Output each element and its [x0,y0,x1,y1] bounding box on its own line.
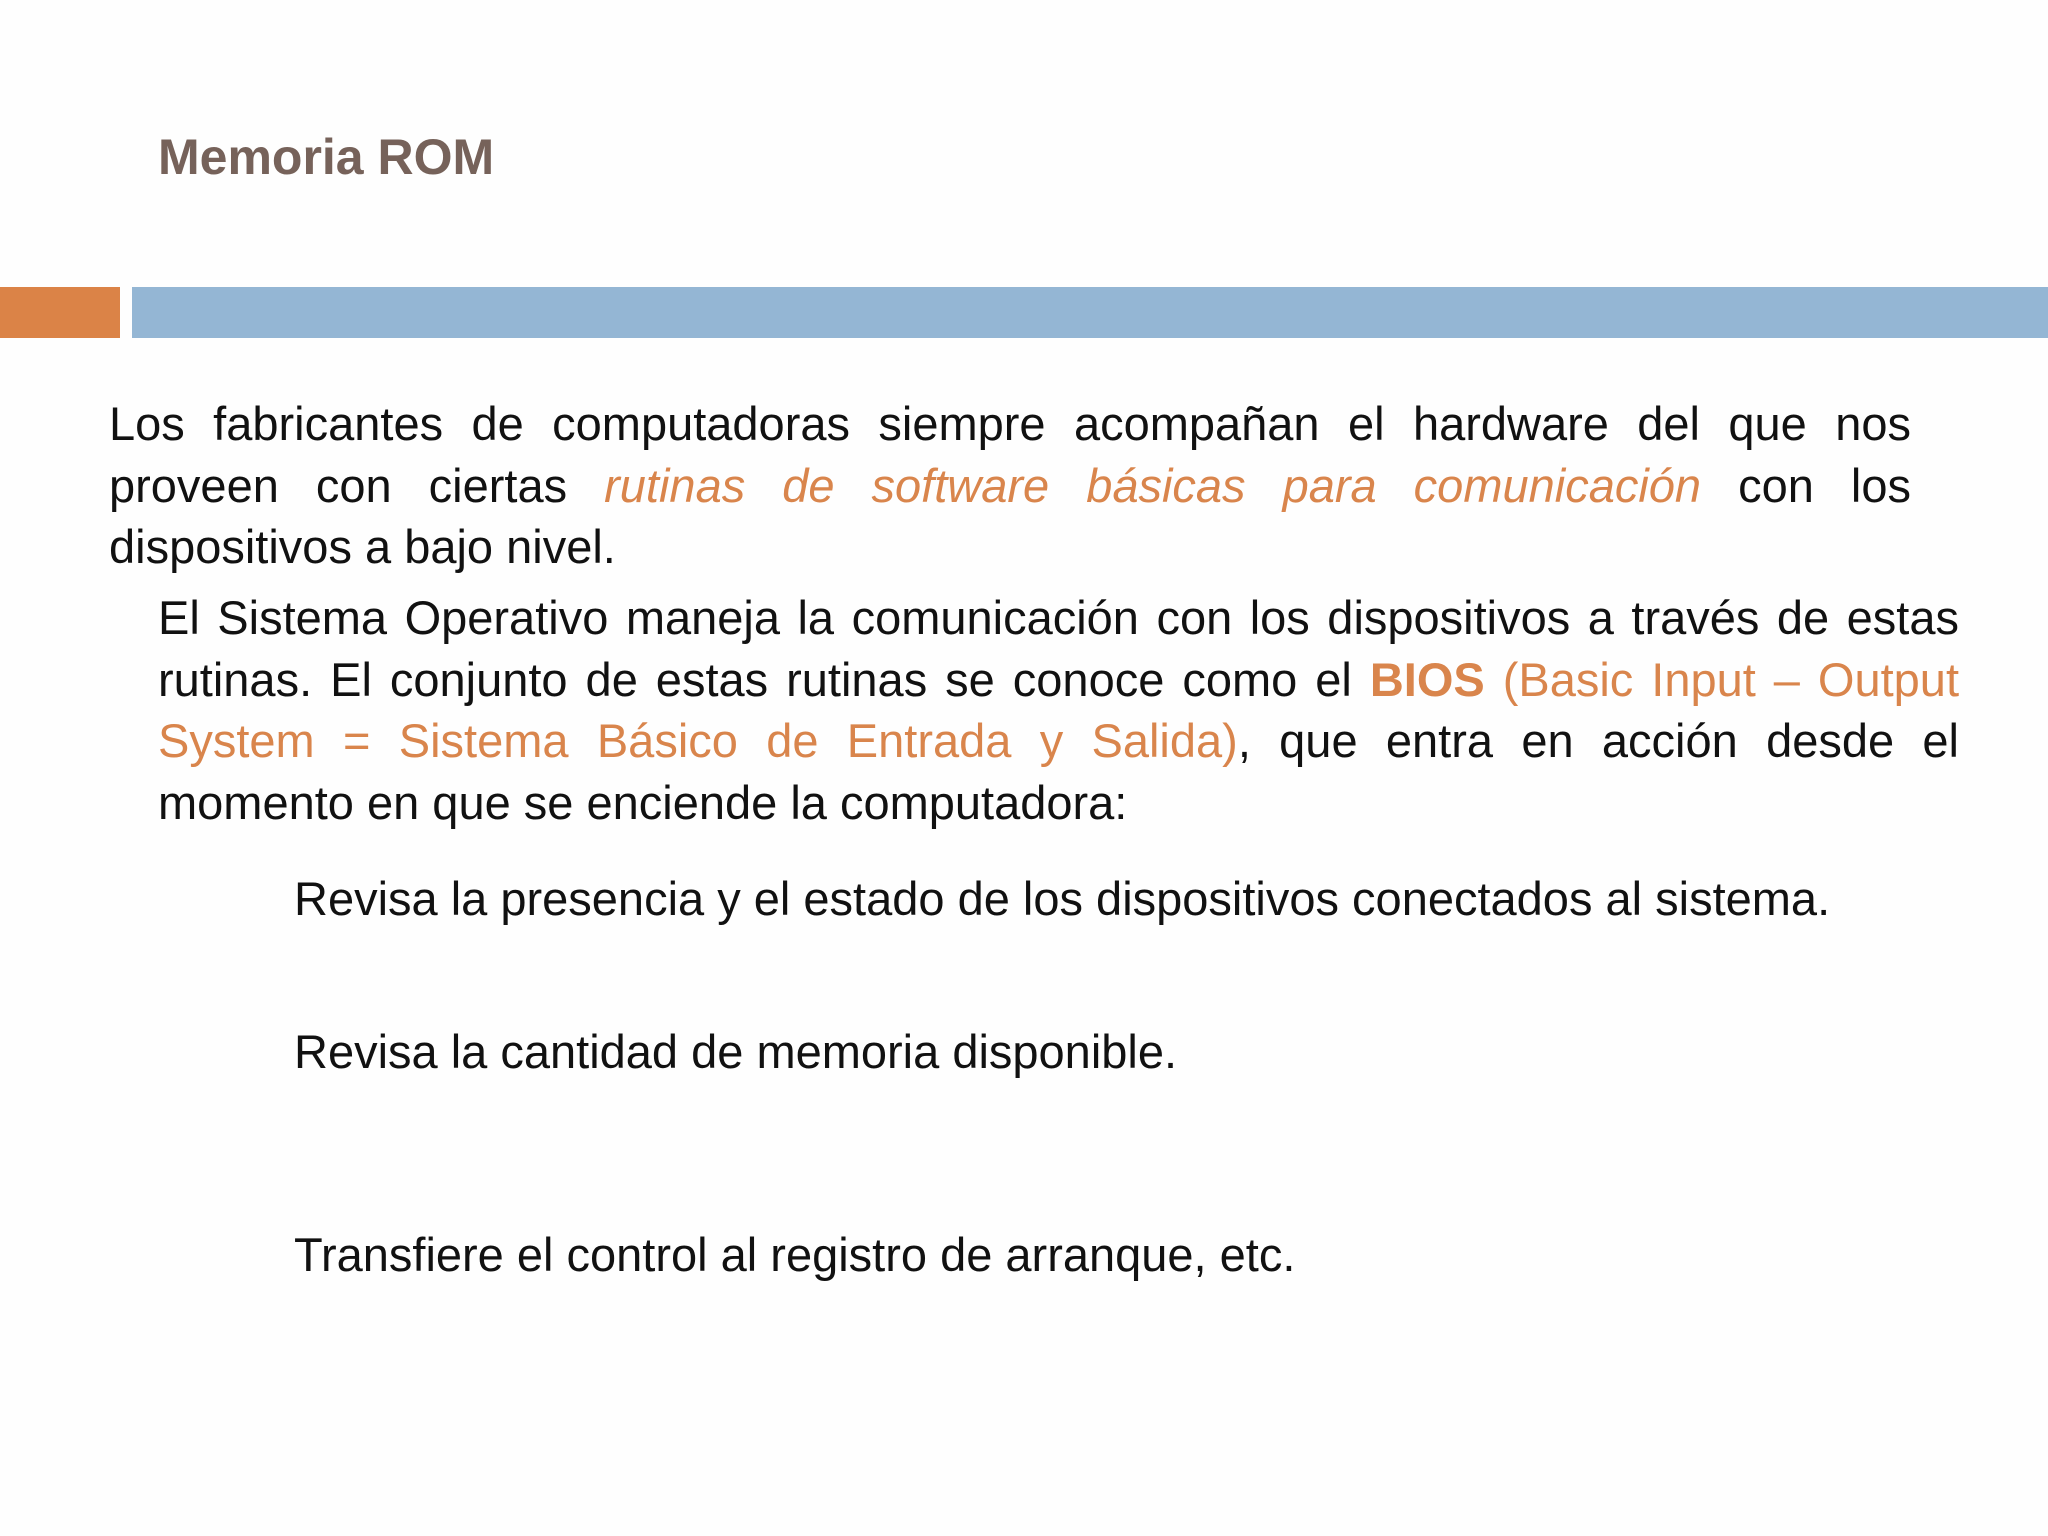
paragraph-1-text-a: Los fabricantes de computadoras siempre acompañan el hardware del que nos proveen con ciertas [109,397,1911,512]
paragraph-2-text-b: , que entra en acción desde el momento en que se enciende la computadora: [158,714,1960,829]
slide-title: Memoria ROM [158,129,495,185]
paragraph-bios [158,587,1959,833]
paragraph-1-text-b: con los dispositivos a bajo nivel. [109,458,1911,573]
bios-term: BIOS [1369,652,1485,706]
paragraph-manufacturers [109,393,1911,578]
list-item: Revisa la cantidad de memoria disponible. [294,1025,1178,1078]
highlight-software-routines: rutinas de software básicas para comunicación [604,458,1702,512]
list-item: Transfiere el control al registro de arranque, etc. [294,1228,1296,1281]
accent-bar-blue [132,287,2048,338]
bios-expansion: (Basic Input – Output System = Sistema Básico de Entrada y Salida) [158,652,1959,767]
list-item: Revisa la presencia y el estado de los dispositivos conectados al sistema. [294,872,1831,925]
accent-bar-orange [0,287,120,338]
paragraph-2-text-a: El Sistema Operativo maneja la comunicación con los dispositivos a través de estas rutinas. El conjunto de estas rutinas se conoce como el [158,591,1959,706]
